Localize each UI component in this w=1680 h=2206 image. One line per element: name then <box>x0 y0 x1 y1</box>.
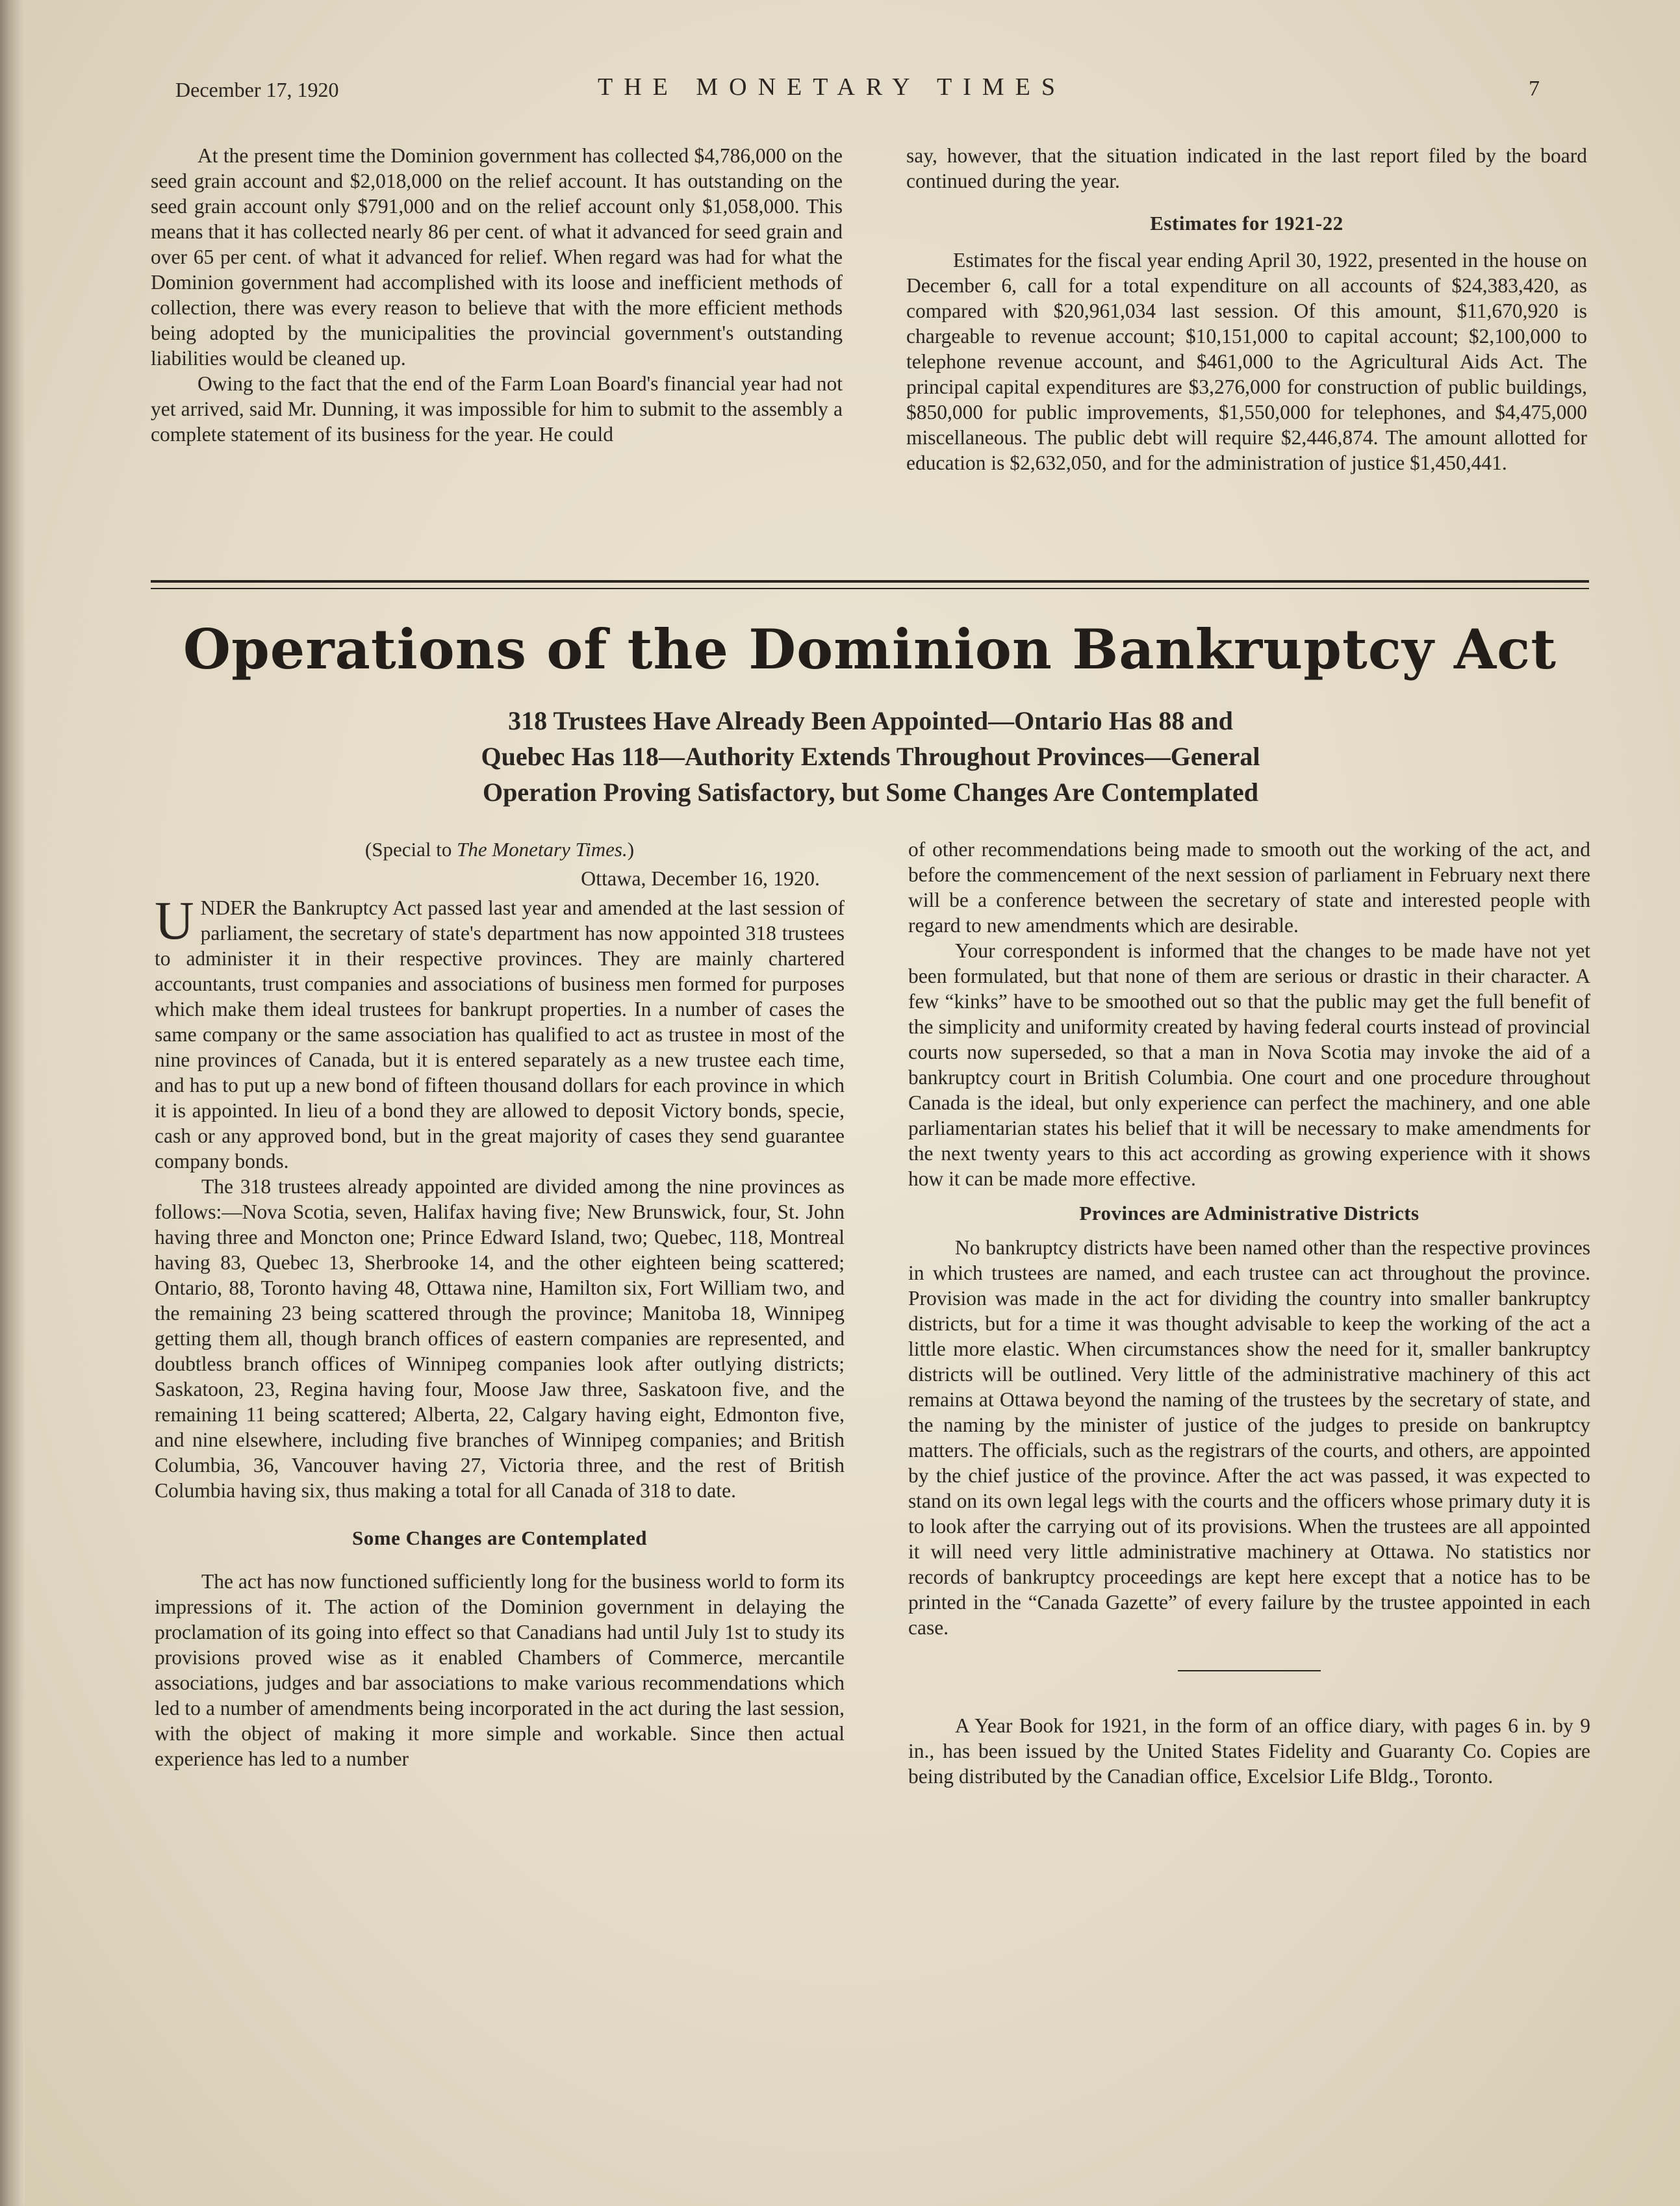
top-left-column <box>151 143 843 447</box>
deck-line: Quebec Has 118—Authority Extends Throughout Provinces—General <box>481 742 1260 771</box>
binding-edge <box>0 0 25 2206</box>
paragraph: of other recommendations being made to smooth out the working of the act, and before the commencement of the next session of parliament in February next there will be a conference between the secretary of state and interested people with regard to new amendments which are desirable. <box>908 838 1590 937</box>
section-heading: Some Changes are Contemplated <box>352 1527 647 1549</box>
section-heading: Estimates for 1921-22 <box>1150 212 1343 235</box>
article-headline: Operations of the Dominion Bankruptcy Act <box>183 617 1557 681</box>
page-number: 7 <box>1529 77 1540 101</box>
paragraph: The 318 trustees already appointed are divided among the nine provinces as follows:—Nova Scotia, seven, Halifax having five; New Brunswick, four, St. John having three and Moncton one; Prince Edward Island, two; Quebec, 118, Montreal having 83, Quebec 13, Sherbrooke 14, and the other eighteen being scattered; Ontario, 88, Toronto having 48, Ottawa nine, Hamilton six, Fort William two, and the remaining 23 being scattered through the province; Manitoba 18, Winnipeg getting them all, though branch offices of eastern companies are represented, and doubtless branch offices of Winnipeg companies look after outlying districts; Saskatoon, 23, Regina having four, Moose Jaw three, Saskatoon five, and the remaining 11 being scattered; Alberta, 22, Calgary having eight, Edmonton five, and nine elsewhere, including five branches of Winnipeg companies; and British Columbia, 36, Vancouver having 27, Victoria three, and the rest of British Columbia having six, thus making a total for all Canada of 318 to date. <box>155 1175 845 1502</box>
paragraph: say, however, that the situation indicated in the last report filed by the board continued during the year. <box>906 144 1587 192</box>
publication-title: THE MONETARY TIMES <box>598 73 1066 101</box>
article-left-column <box>155 837 845 1771</box>
paragraph: No bankruptcy districts have been named other than the respective provinces in which trustees are named, and each trustee can act throughout the province. Provision was made in the act for dividing the country into smaller bankruptcy districts, but for a time it was thought advisable to keep the working of the act a little more elastic. When circumstances show the need for it, smaller bankruptcy districts will be outlined. Very little of the administrative machinery of this act remains at Ottawa beyond the naming of the trustees by the secretary of state, and the naming by the minister of justice of the judges to preside on bankruptcy matters. The officials, such as the registrars of the courts, and others, are appointed by the chief justice of the province. After the act was passed, it was expected to stand on its own legal legs with the courts and the officers whose primary duty it is to look after the carrying out of its provisions. When the trustees are all appointed it will need very little administrative machinery at Ottawa. No statistics nor records of bankruptcy proceedings are kept here except that a notice has to be printed in the “Canada Gazette” of every failure by the trustee appointed in each case. <box>908 1236 1590 1639</box>
lead-paragraph: UNDER the Bankruptcy Act passed last year and amended at the last session of parliament, the secretary of state's department has now appointed 318 trustees to administer it in their respective provinces. They are mainly chartered accountants, trust companies and associations of business men formed for purposes which make them ideal trustees for bankrupt properties. In a number of cases the same company or the same association has qualified to act as trustee in most of the nine provinces of Canada, but it is entered separately as a new trustee each time, and has to put up a new bond of fifteen thousand dollars for each province in which it is appointed. In lieu of a bond they are allowed to deposit Victory bonds, specie, cash or any approved bond, but in the great majority of cases they send guarantee company bonds. <box>155 891 845 1173</box>
section-heading: Provinces are Administrative Districts <box>1079 1202 1419 1224</box>
paragraph: Estimates for the fiscal year ending April 30, 1922, presented in the house on December 6, call for a total expenditure on all accounts of $24,383,420, as compared with $20,961,034 last session. Of this amount, $11,670,920 is chargeable to revenue account; $10,151,000 to capital account; $2,100,000 to telephone revenue account, and $461,000 to the Agricultural Aids Act. The principal capital expenditures are $3,276,000 for construction of public buildings, $850,000 for public improvements, $1,550,000 for telephones, and $4,475,000 miscellaneous. The public debt will require $2,446,874. The amount allotted for education is $2,632,050, and for the administration of justice $1,450,441. <box>906 249 1587 474</box>
issue-date: December 17, 1920 <box>175 78 339 101</box>
publication-name: The Monetary Times. <box>457 838 628 861</box>
dateline: Ottawa, December 16, 1920. <box>581 867 820 890</box>
paragraph: Your correspondent is informed that the changes to be made have not yet been formulated, but that none of them are serious or drastic in their character. A few “kinks” have to be smoothed out so that the public may get the full benefit of the simplicity and uniformity created by having federal courts instead of provincial courts now superseded, so that a man in Nova Scotia may invoke the aid of a bankruptcy court in British Columbia. One court and one procedure throughout Canada is the ideal, but only experience can perfect the machinery, and one able parliamentarian states his belief that it will be necessary to make amendments for the next twenty years to this act according as growing experience with it shows how it can be made more effective. <box>908 939 1590 1190</box>
article-right-column <box>908 837 1590 1789</box>
deck-line: Operation Proving Satisfactory, but Some Changes Are Contemplated <box>482 778 1259 807</box>
paragraph: At the present time the Dominion government has collected $4,786,000 on the seed grain account and $2,018,000 on the relief account. It has outstanding on the seed grain account only $791,000 and on the relief account only $1,058,000. This means that it has collected nearly 86 per cent. of what it advanced for seed grain and over 65 per cent. of what it advanced for relief. When regard was had for what the Dominion government had accomplished with its loose and inefficient methods of collection, there was every reason to believe that with the more efficient methods being adopted by the municipalities the provincial government's outstanding liabilities would be cleaned up. <box>151 144 843 370</box>
section-divider <box>151 580 1589 589</box>
top-right-column <box>906 143 1587 475</box>
article-deck <box>312 703 1429 810</box>
drop-cap: U <box>155 891 194 951</box>
paragraph: The act has now functioned sufficiently long for the business world to form its impressions of it. The action of the Dominion government in delaying the proclamation of its going into effect so that Canadians had until July 1st to study its provisions proved wise as it enabled Chambers of Commerce, mercantile associations, judges and bar associations to make various recommendations which led to a number of amendments being incorporated in the act during the last session, with the object of making it more simple and workable. Since then actual experience has led to a number <box>155 1570 845 1770</box>
deck-line: 318 Trustees Have Already Been Appointed—Ontario Has 88 and <box>508 706 1233 735</box>
notice-paragraph: A Year Book for 1921, in the form of an office diary, with pages 6 in. by 9 in., has been issued by the United States Fidelity and Guaranty Co. Copies are being distributed by the Canadian office, Excelsior Life Bldg., Toronto. <box>908 1714 1590 1788</box>
running-head <box>175 73 1540 112</box>
paragraph: Owing to the fact that the end of the Farm Loan Board's financial year had not yet arrived, said Mr. Dunning, it was impossible for him to submit to the assembly a complete statement of its business for the year. He could <box>151 372 843 446</box>
special-credit: (Special to The Monetary Times.) <box>364 838 635 861</box>
short-divider <box>1178 1670 1321 1671</box>
